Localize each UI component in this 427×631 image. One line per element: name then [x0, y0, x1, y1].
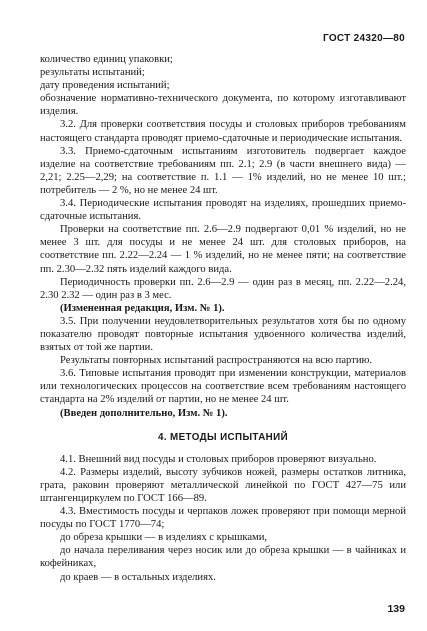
- paragraph: Результаты повторных испытаний распространяются на всю партию.: [60, 355, 373, 367]
- clause-4-1: 4.1. Внешний вид посуды и столовых приборов проверяют визуально.: [60, 453, 377, 465]
- clause-4-2: 4.2. Размеры изделий, высоту зубчиков ножей, размеры остатков литника, грата, раковин проверяют металлической линейкой по ГОСТ 427—75 или штангенциркулем по ГОСТ 166—89.: [40, 466, 406, 504]
- clause-3-2: 3.2. Для проверки соответствия посуды и столовых приборов требованиям настоящего стандарта проводят приемо-сдаточные и периодические испытания.: [40, 119, 406, 144]
- list-item: до краев — в остальных изделиях.: [60, 571, 216, 583]
- list-item: до начала переливания через носик или до обреза крышки — в чайниках и кофейниках,: [40, 545, 406, 570]
- amendment-note: (Измененная редакция, Изм. № 1).: [60, 302, 225, 314]
- amendment-note: (Введен дополнительно, Изм. № 1).: [60, 407, 228, 419]
- clause-3-3: 3.3. Приемо-сдаточным испытаниям изготовитель подвергает каждое изделие на соответствие требованиям пп. 2.1; 2.9 (в части внешнего вида) — 2,21; 2.25—2,29; на соответствие п. 1.1 — 1% изделий, но не менее 10 шт.; потребитель — 2 %, но не менее 24 шт.: [40, 145, 406, 196]
- paragraph: Проверки на соответствие пп. 2.6—2.9 подвергают 0,01 % изделий, но не менее 3 шт. для посуды и не менее 24 шт. для столовых приборов, на соответствие пп. 2.22—2.24 — 1 % изделий, но не менее пяти; на соответствие пп. 2.30—2.32 пять изделий каждого вида.: [40, 224, 406, 275]
- clause-3-6: 3.6. Типовые испытания проводят при изменении конструкции, материалов или технологических процессов на соответствие всем требованиям настоящего стандарта на 2% изделий от партии, но не менее 24 шт.: [40, 368, 406, 406]
- section-title: 4. МЕТОДЫ ИСПЫТАНИЙ: [157, 431, 289, 443]
- page-number: 139: [387, 603, 405, 615]
- paragraph: Периодичность проверки пп. 2.6—2.9 — один раз в месяц, пп. 2.22—2.24, 2.30 2.32 — один раз в 3 мес.: [40, 276, 406, 301]
- list-item: обозначение нормативно-технического документа, по которому изготавливают изделия.: [40, 93, 406, 118]
- clause-3-4: 3.4. Периодические испытания проводят на изделиях, прошедших приемо-сдаточные испытания.: [40, 198, 406, 223]
- list-item: результаты испытаний;: [40, 67, 145, 79]
- standard-header: ГОСТ 24320—80: [322, 33, 405, 44]
- clause-4-3: 4.3. Вместимость посуды и черпаков ложек проверяют при помощи мерной посуды по ГОСТ 1770—74;: [40, 506, 406, 531]
- document-body: [40, 53, 406, 584]
- list-item: дату проведения испытаний;: [40, 80, 170, 92]
- list-item: до обреза крышки — в изделиях с крышками,: [60, 532, 268, 544]
- clause-3-5: 3.5. При получении неудовлетворительных результатов хотя бы по одному показателю проводят повторные испытания удвоенного количества изделий, взятых от той же партии.: [40, 315, 406, 354]
- list-item: количество единиц упаковки;: [40, 54, 173, 65]
